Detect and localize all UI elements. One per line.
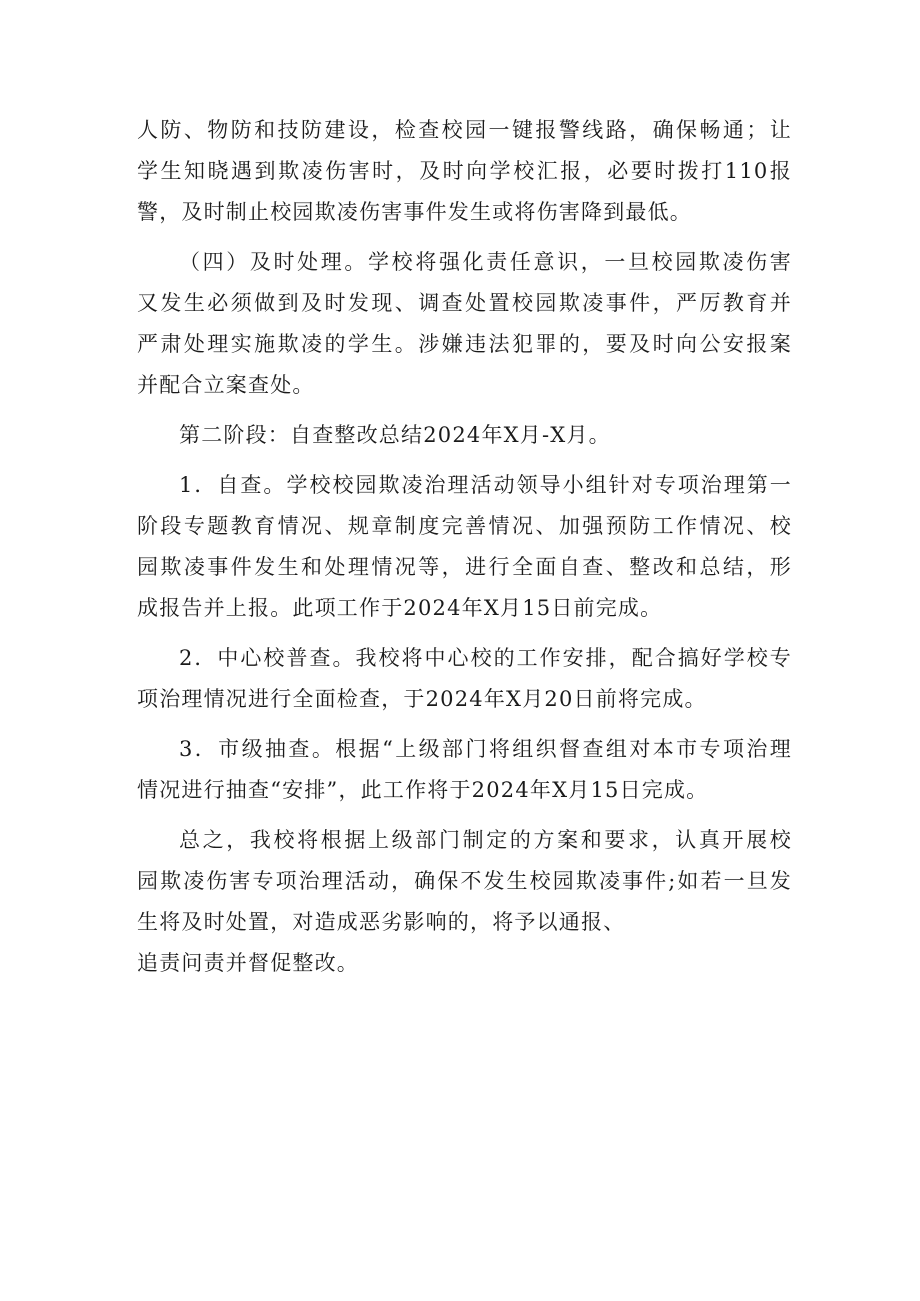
text-line: 成报告并上报。此项工作于2024年X月15日前完成。 [137, 596, 663, 620]
text-line: 3．市级抽查。根据“上级部门将组织督查组对本市专项治理 [179, 737, 792, 761]
text-line: 追责问责并督促整改。 [137, 951, 359, 975]
text-line: 严肃处理实施欺凌的学生。涉嫌违法犯罪的，要及时向公安报案 [137, 332, 792, 356]
paragraph-center-school-inspection [137, 638, 792, 720]
text-line: 阶段专题教育情况、规章制度完善情况、加强预防工作情况、校 [137, 514, 792, 538]
document-body [137, 110, 792, 984]
text-line: 总之，我校将根据上级部门制定的方案和要求，认真开展校 [179, 828, 792, 852]
text-line: 2．中心校普查。我校将中心校的工作安排，配合搞好学校专 [179, 646, 792, 670]
text-line: （四）及时处理。学校将强化责任意识，一旦校园欺凌伤害 [179, 250, 792, 274]
text-line: 学生知晓遇到欺凌伤害时，及时向学校汇报，必要时拨打110报 [137, 159, 792, 183]
text-line: 园欺凌伤害专项治理活动，确保不发生校园欺凌事件;如若一旦发 [137, 869, 792, 893]
paragraph-conclusion [137, 820, 792, 984]
text-line: 人防、物防和技防建设，检查校园一键报警线路，确保畅通；让 [137, 118, 792, 142]
paragraph-self-check [137, 465, 792, 629]
text-line: 情况进行抽查“安排”，此工作将于2024年X月15日完成。 [137, 778, 709, 802]
text-line: 又发生必须做到及时发现、调查处置校园欺凌事件，严厉教育并 [137, 291, 792, 315]
text-line: 第二阶段：自查整改总结2024年X月-X月。 [179, 423, 611, 447]
paragraph-stage-two-heading [137, 415, 792, 456]
paragraph-city-spot-check [137, 729, 792, 811]
text-line: 项治理情况进行全面检查，于2024年X月20日前将完成。 [137, 687, 707, 711]
paragraph-prevention-measures [137, 110, 792, 233]
paragraph-timely-handling [137, 242, 792, 406]
text-line: 警，及时制止校园欺凌伤害事件发生或将伤害降到最低。 [137, 200, 692, 224]
text-line: 1．自查。学校校园欺凌治理活动领导小组针对专项治理第一 [179, 473, 792, 497]
text-line: 生将及时处置，对造成恶劣影响的，将予以通报、 [137, 910, 626, 934]
text-line: 并配合立案查处。 [137, 373, 315, 397]
text-line: 园欺凌事件发生和处理情况等，进行全面自查、整改和总结，形 [137, 555, 792, 579]
